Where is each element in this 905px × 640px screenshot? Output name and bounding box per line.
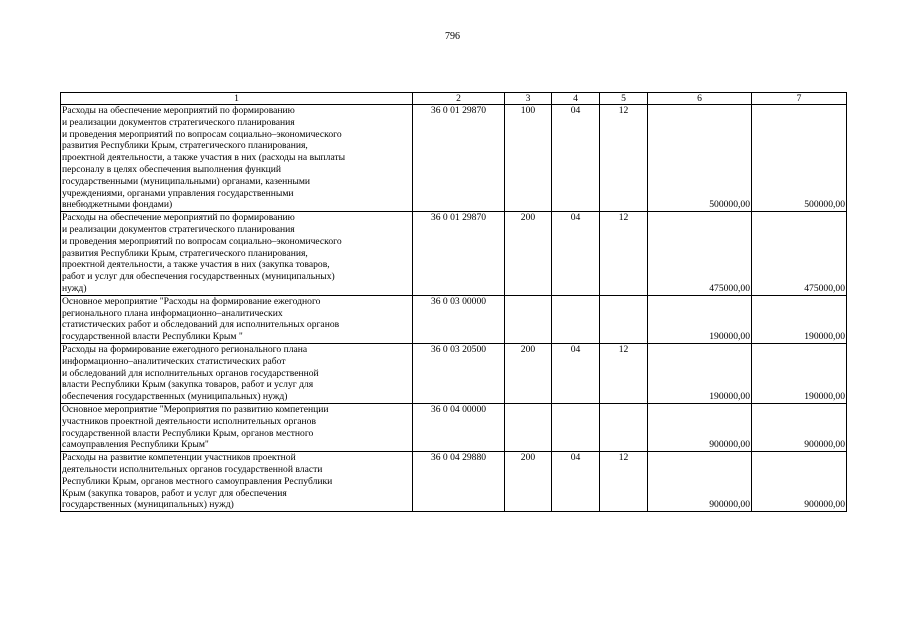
- subsection-code: 12: [600, 343, 648, 403]
- header-cell: 1: [61, 93, 413, 105]
- description-line: государственными (муниципальными) органами, казенными: [62, 175, 311, 187]
- description-line: самоуправления Республики Крым": [62, 439, 209, 451]
- expense-type-code: 200: [505, 343, 552, 403]
- description-line: участников проектной деятельности исполнительных органов: [62, 415, 316, 427]
- description-line: Расходы на обеспечение мероприятий по формированию: [62, 212, 295, 224]
- expense-type-code: [505, 295, 552, 343]
- description-line: и реализации документов стратегического планирования: [62, 223, 295, 235]
- header-cell: 3: [505, 93, 552, 105]
- amount-year-1: 900000,00: [648, 452, 752, 512]
- amount-year-2: 190000,00: [752, 343, 847, 403]
- section-code: [552, 403, 600, 451]
- amount-year-1: 190000,00: [648, 343, 752, 403]
- description-line: развития Республики Крым, стратегического планирования,: [62, 247, 308, 259]
- description-line: государственных (муниципальных) нужд): [62, 499, 234, 511]
- expense-description: [61, 295, 413, 343]
- budget-code: 36 0 01 29870: [413, 105, 505, 212]
- amount-year-2: 475000,00: [752, 212, 847, 296]
- budget-code: 36 0 04 00000: [413, 403, 505, 451]
- subsection-code: [600, 403, 648, 451]
- description-line: нужд): [62, 282, 87, 294]
- description-line: учреждениями, органами управления государственными: [62, 187, 294, 199]
- description-line: внебюджетными фондами): [62, 199, 173, 211]
- section-code: 04: [552, 105, 600, 212]
- description-line: Расходы на развитие компетенции участников проектной: [62, 452, 296, 464]
- expense-type-code: 200: [505, 212, 552, 296]
- page-number: 796: [445, 31, 460, 42]
- table-row: [61, 452, 847, 512]
- expense-description: [61, 105, 413, 212]
- header-cell: 4: [552, 93, 600, 105]
- table-row: [61, 343, 847, 403]
- expense-type-code: 200: [505, 452, 552, 512]
- expense-description: [61, 403, 413, 451]
- description-line: информационно–аналитических статистических работ: [62, 355, 286, 367]
- table-row: [61, 105, 847, 212]
- amount-year-2: 900000,00: [752, 452, 847, 512]
- table-row: [61, 295, 847, 343]
- subsection-code: 12: [600, 105, 648, 212]
- expense-description: [61, 452, 413, 512]
- subsection-code: [600, 295, 648, 343]
- header-cell: 6: [648, 93, 752, 105]
- description-line: Крым (закупка товаров, работ и услуг для обеспечения: [62, 487, 287, 499]
- header-cell: 5: [600, 93, 648, 105]
- description-line: работ и услуг для обеспечения государственных (муниципальных): [62, 271, 335, 283]
- description-line: и реализации документов стратегического планирования: [62, 116, 295, 128]
- description-line: Основное мероприятие "Расходы на формирование ежегодного: [62, 295, 321, 307]
- expense-description: [61, 343, 413, 403]
- description-line: персоналу в целях обеспечения выполнения функций: [62, 163, 282, 175]
- description-line: Основное мероприятие "Мероприятия по развитию компетенции: [62, 403, 329, 415]
- description-line: деятельности исполнительных органов государственной власти: [62, 463, 323, 475]
- section-code: 04: [552, 452, 600, 512]
- amount-year-2: 500000,00: [752, 105, 847, 212]
- description-line: государственной власти Республики Крым, органов местного: [62, 427, 314, 439]
- section-code: 04: [552, 212, 600, 296]
- budget-code: 36 0 03 00000: [413, 295, 505, 343]
- header-cell: 2: [413, 93, 505, 105]
- subsection-code: 12: [600, 212, 648, 296]
- description-line: и обследований для исполнительных органов государственной: [62, 367, 319, 379]
- expense-type-code: 100: [505, 105, 552, 212]
- subsection-code: 12: [600, 452, 648, 512]
- expense-type-code: [505, 403, 552, 451]
- header-cell: 7: [752, 93, 847, 105]
- description-line: Расходы на формирование ежегодного регионального плана: [62, 343, 308, 355]
- description-line: Расходы на обеспечение мероприятий по формированию: [62, 105, 295, 116]
- description-line: государственной власти Республики Крым ": [62, 331, 243, 343]
- description-line: регионального плана информационно–аналитических: [62, 307, 283, 319]
- amount-year-2: 190000,00: [752, 295, 847, 343]
- section-code: 04: [552, 343, 600, 403]
- budget-code: 36 0 04 29880: [413, 452, 505, 512]
- amount-year-1: 475000,00: [648, 212, 752, 296]
- expense-description: [61, 212, 413, 296]
- amount-year-1: 500000,00: [648, 105, 752, 212]
- amount-year-1: 190000,00: [648, 295, 752, 343]
- amount-year-1: 900000,00: [648, 403, 752, 451]
- description-line: проектной деятельности, а также участия в них (расходы на выплаты: [62, 152, 346, 164]
- description-line: проектной деятельности, а также участия в них (закупка товаров,: [62, 259, 330, 271]
- description-line: обеспечения государственных (муниципальных) нужд): [62, 391, 288, 403]
- description-line: развития Республики Крым, стратегического планирования,: [62, 140, 308, 152]
- budget-code: 36 0 03 20500: [413, 343, 505, 403]
- description-line: Республики Крым, органов местного самоуправления Республики: [62, 475, 333, 487]
- table-header-row: [61, 93, 847, 105]
- description-line: власти Республики Крым (закупка товаров, работ и услуг для: [62, 379, 314, 391]
- table-row: [61, 403, 847, 451]
- description-line: и проведения мероприятий по вопросам социально–экономического: [62, 128, 342, 140]
- section-code: [552, 295, 600, 343]
- description-line: статистических работ и обследований для исполнительных органов: [62, 319, 340, 331]
- description-line: и проведения мероприятий по вопросам социально–экономического: [62, 235, 342, 247]
- amount-year-2: 900000,00: [752, 403, 847, 451]
- budget-code: 36 0 01 29870: [413, 212, 505, 296]
- table-row: [61, 212, 847, 296]
- budget-table: [60, 92, 847, 512]
